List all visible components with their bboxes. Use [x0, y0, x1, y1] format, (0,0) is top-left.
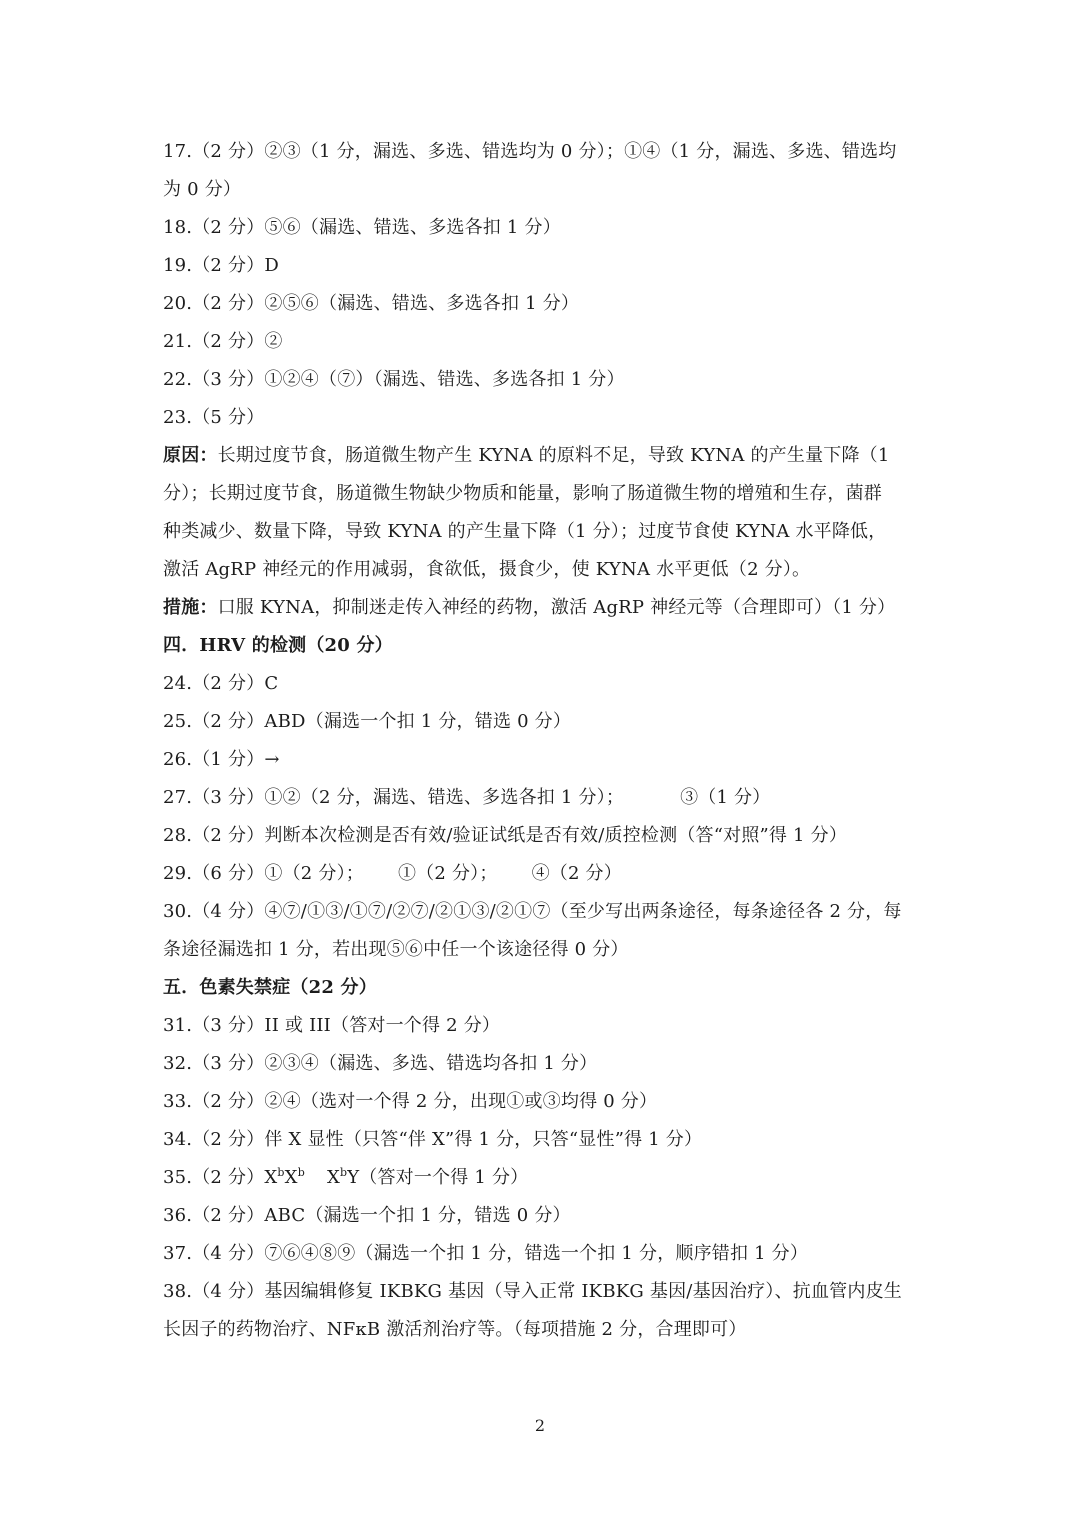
answer-line-q34 [163, 1121, 918, 1159]
answer-line-q23 [163, 399, 918, 437]
answer-text: 31.（3 分）II 或 III（答对一个得 2 分） [163, 1015, 501, 1036]
answer-line-q25 [163, 703, 918, 741]
answer-text: 口服 KYNA，抑制迷走传入神经的药物，激活 AgRP 神经元等（合理即可）（1 分） [217, 597, 896, 618]
allele-base: X [264, 1167, 278, 1188]
answer-line-q19 [163, 247, 918, 285]
answer-text: 28.（2 分）判断本次检测是否有效/验证试纸是否有效/质控检测（答“对照”得 1 分） [163, 825, 848, 846]
answer-text: 36.（2 分）ABC（漏选一个扣 1 分，错选 0 分） [163, 1205, 571, 1226]
answer-line-q23-reason-4 [163, 551, 918, 589]
allele-base: X [326, 1167, 340, 1188]
answer-line-q30b [163, 931, 918, 969]
answer-text: 分）；长期过度节食，肠道微生物缺少物质和能量，影响了肠道微生物的增殖和生存，菌群 [163, 483, 882, 504]
answer-line-q36 [163, 1197, 918, 1235]
answer-extra: ①（2 分）； [397, 863, 498, 884]
answer-text: 32.（3 分）②③④（漏选、多选、错选均各扣 1 分） [163, 1053, 598, 1074]
answer-line-q23-reason-1 [163, 437, 918, 475]
answer-text: 长因子的药物治疗、NFκB 激活剂治疗等。（每项措施 2 分，合理即可） [163, 1319, 747, 1340]
answer-line-q33 [163, 1083, 918, 1121]
answer-line-q38b [163, 1311, 918, 1349]
answer-text: 34.（2 分）伴 X 显性（只答“伴 X”得 1 分，只答“显性”得 1 分） [163, 1129, 703, 1150]
answer-text: 激活 AgRP 神经元的作用减弱，食欲低，摄食少，使 KYNA 水平更低（2 分）。 [163, 559, 811, 580]
answer-line-q28 [163, 817, 918, 855]
answer-line-q32 [163, 1045, 918, 1083]
answer-text: 22.（3 分）①②④（⑦）（漏选、错选、多选各扣 1 分） [163, 369, 625, 390]
answer-line-q31 [163, 1007, 918, 1045]
answer-text: 18.（2 分）⑤⑥（漏选、错选、多选各扣 1 分） [163, 217, 561, 238]
answer-line-q26 [163, 741, 918, 779]
answer-text: 长期过度节食，肠道微生物产生 KYNA 的原料不足，导致 KYNA 的产生量下降（1 [217, 445, 890, 466]
answer-line-q20 [163, 285, 918, 323]
answer-line-q35 [163, 1159, 918, 1197]
allele-sup: b [277, 1166, 285, 1179]
genotype-note: Y（答对一个得 1 分） [347, 1167, 529, 1188]
answer-text: 条途径漏选扣 1 分，若出现⑤⑥中任一个该途径得 0 分） [163, 939, 629, 960]
answer-text: 29.（6 分）①（2 分）； [163, 863, 364, 884]
answer-text: 五．色素失禁症（22 分） [163, 977, 377, 998]
genotype-female [264, 1167, 305, 1188]
answer-line-q18 [163, 209, 918, 247]
answer-extra: ③（1 分） [680, 787, 771, 808]
answer-text: 38.（4 分）基因编辑修复 IKBKG 基因（导入正常 IKBKG 基因/基因治疗）、抗血管内皮生 [163, 1281, 902, 1302]
answer-line-q23-measure [163, 589, 918, 627]
answer-line-q38 [163, 1273, 918, 1311]
section-heading [163, 627, 918, 665]
answer-text: 23.（5 分） [163, 407, 265, 428]
answer-line-q22 [163, 361, 918, 399]
answer-label: 原因： [163, 445, 218, 466]
answer-line-q27 [163, 779, 918, 817]
answer-text: 27.（3 分）①②（2 分，漏选、错选、多选各扣 1 分）； [163, 787, 625, 808]
answer-text: 30.（4 分）④⑦/①③/①⑦/②⑦/②①③/②①⑦（至少写出两条途径，每条途径各 2 分，每 [163, 901, 902, 922]
answer-text: 21.（2 分）② [163, 331, 283, 352]
answer-line-q37 [163, 1235, 918, 1273]
page-number: 2 [534, 1416, 546, 1435]
answer-text: 四．HRV 的检测（20 分） [163, 635, 393, 656]
answer-line-q23-reason-3 [163, 513, 918, 551]
answer-line-q21 [163, 323, 918, 361]
answer-text: 26.（1 分）→ [163, 749, 280, 770]
answer-line-q17b [163, 171, 918, 209]
answer-text: 19.（2 分）D [163, 255, 280, 276]
answer-extra: ④（2 分） [531, 863, 622, 884]
answer-text: 为 0 分） [163, 179, 242, 200]
answer-text: 35.（2 分） [163, 1167, 265, 1188]
genotype-male [327, 1167, 528, 1188]
allele-sup: b [297, 1166, 305, 1179]
answer-text: 33.（2 分）②④（选对一个得 2 分，出现①或③均得 0 分） [163, 1091, 658, 1112]
section-heading [163, 969, 918, 1007]
answer-label: 措施： [163, 597, 218, 618]
answer-line-q30 [163, 893, 918, 931]
answer-line-q29 [163, 855, 918, 893]
answer-text: 种类减少、数量下降，导致 KYNA 的产生量下降（1 分）；过度节食使 KYNA 水平降低， [163, 521, 887, 542]
answer-line-q17 [163, 133, 918, 171]
answer-text: 24.（2 分）C [163, 673, 279, 694]
answer-line-q24 [163, 665, 918, 703]
answer-text: 17.（2 分）②③（1 分，漏选、多选、错选均为 0 分）；①④（1 分，漏选、多选、错选均 [163, 141, 897, 162]
answer-line-q23-reason-2 [163, 475, 918, 513]
allele-sup: b [339, 1166, 348, 1179]
answer-key-content [163, 133, 918, 1349]
answer-text: 37.（4 分）⑦⑥④⑧⑨（漏选一个扣 1 分，错选一个扣 1 分，顺序错扣 1 分） [163, 1243, 809, 1264]
answer-text: 25.（2 分）ABD（漏选一个扣 1 分，错选 0 分） [163, 711, 572, 732]
answer-text: 20.（2 分）②⑤⑥（漏选、错选、多选各扣 1 分） [163, 293, 580, 314]
allele-base: X [284, 1167, 298, 1188]
